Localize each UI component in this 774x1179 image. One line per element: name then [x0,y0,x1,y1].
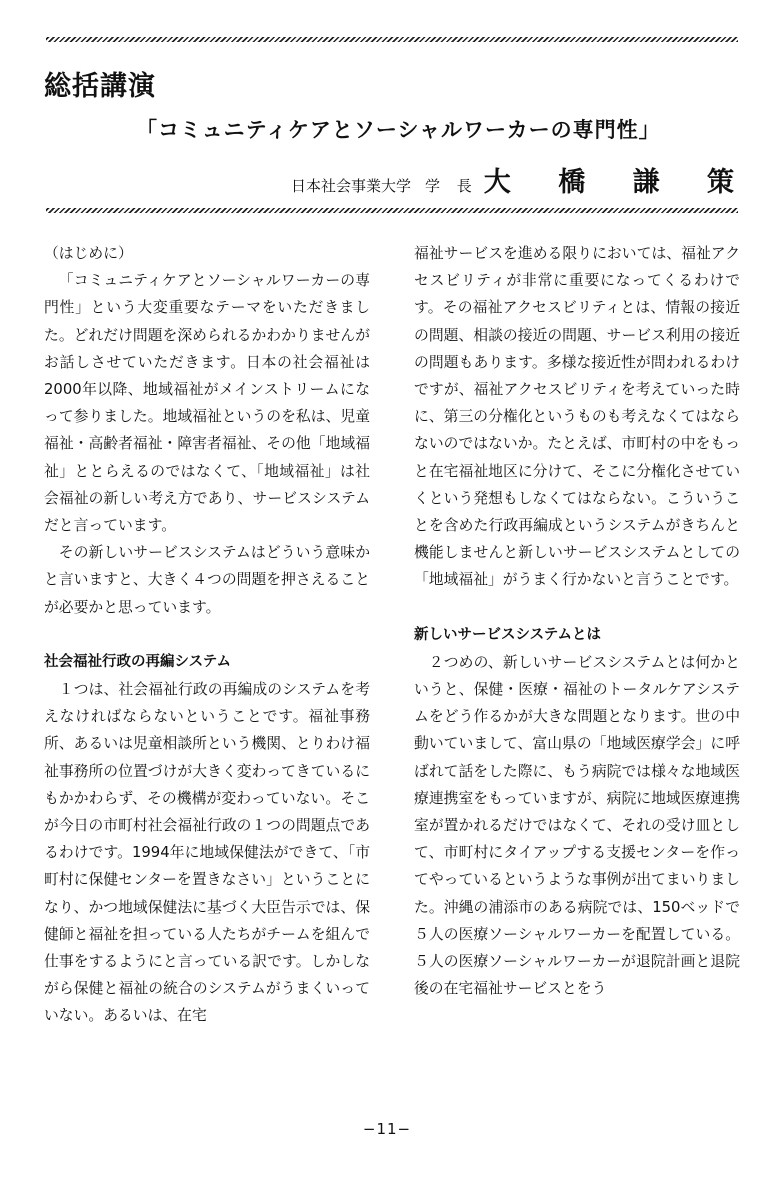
intro-paragraph-1: 「コミュニティケアとソーシャルワーカーの専門性」という大変重要なテーマをいただきました。どれだけ問題を深められるかわかりませんがお話しさせていただきます。日本の社会福祉は2000年以降、地域福祉がメインストリームになって参りました。地域福祉というのを私は、児童福祉・高齢者福祉・障害者福祉、その他「地域福祉」ととらえるのではなくて、「地域福祉」は社会福祉の新しい考え方であり、サービスシステムだと言っています。 [44,272,370,535]
author-affiliation: 日本社会事業大学 [291,177,412,195]
section1-paragraph: １つは、社会福祉行政の再編成のシステムを考えなければならないということです。福祉事務所、あるいは児童相談所という機関、とりわけ福祉事務所の位置づけが大きく変わってきているにもかかわらず、その機構が変わっていない。そこが今日の市町村社会福祉行政の１つの問題点であるわけです。1994年に地域保健法ができて、「市町村に保健センターを置きなさい」ということになり、かつ地域保健法に基づく大臣告示では、保健師と福祉を担っている人たちがチームを組んで仕事をするようにと言っている訳です。しかしながら保健と福祉の統合のシステムがうまくいっていない。あるいは、在宅 [44,681,370,1025]
continuation-paragraph: 福祉サービスを進める限りにおいては、福祉アクセスビリティが非常に重要になってくるわけです。その福祉アクセスビリティとは、情報の接近の問題、相談の接近の問題、サービス利用の接近の問題もあります。多様な接近性が問われるわけですが、福祉アクセスビリティを考えていった時に、第三の分権化というものも考えなくてはならないのではないか。たとえば、市町村の中をもっと在宅福祉地区に分けて、そこに分権化させていくという発想もしなくてはならない。こういうことを含めた行政再編成というシステムがきちんと機能しませんと新しいサービスシステムとしての「地域福祉」がうまく行かないと言うことです。 [414,245,740,589]
section-gap [414,594,740,622]
byline [291,160,753,199]
category-heading: 総括講演 [44,71,156,102]
author-name: 大 橋 謙 策 [483,167,753,198]
right-column [414,240,740,1002]
top-decorative-rule [46,37,738,42]
page-number: −11− [362,1120,412,1138]
section-gap [44,621,370,649]
page-title: 「コミュニティケアとソーシャルワーカーの専門性」 [136,118,661,142]
intro-heading: （はじめに） [44,245,133,262]
intro-paragraph-2: その新しいサービスシステムはどういう意味かと言いますと、大きく４つの問題を押さえることが必要かと思っています。 [44,544,370,616]
section2-paragraph: ２つめの、新しいサービスシステムとは何かというと、保健・医療・福祉のトータルケアシステムをどう作るかが大きな問題となります。世の中動いていまして、富山県の「地域医療学会」に呼ばれて話をした際に、もう病院では様々な地域医療連携室をもっていますが、病院に地域医療連携室が置かれるだけではなくて、それの受け皿として、市町村にタイアップする支援センターを作ってやっているというような事例が出てまいりました。沖縄の浦添市のある病院では、150ベッドで５人の医療ソーシャルワーカーを配置している。５人の医療ソーシャルワーカーが退院計画と退院後の在宅福祉サービスとをう [414,653,740,998]
section-heading-admin-reorganization: 社会福祉行政の再編システム [44,653,232,670]
section-heading-new-service-system: 新しいサービスシステムとは [414,626,602,643]
author-role: 学 長 [425,177,478,195]
bottom-decorative-rule [46,208,738,213]
left-column [44,240,370,1030]
